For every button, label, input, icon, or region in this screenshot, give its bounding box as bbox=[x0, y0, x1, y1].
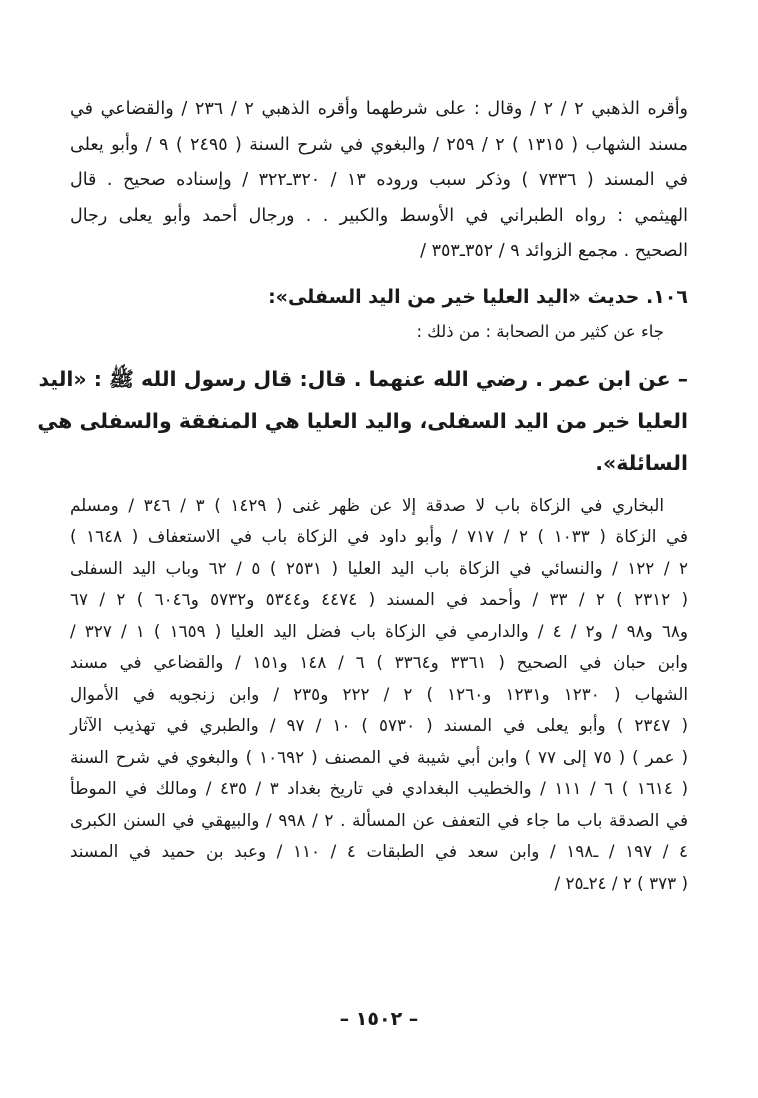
page-number: – ١٥٠٢ – bbox=[339, 1008, 419, 1030]
text-line: وابن حبان في الصحيح ( ٣٣٦١ و٣٣٦٤ ) ٦ / ١٤٨ و١٥١ / والقضاعي في مسند bbox=[70, 652, 688, 672]
text-line: الشهاب ( ١٢٣٠ و١٢٣١ و١٢٦٠ ) ٢ / ٢٢٢ و٢٣٥ / وابن زنجويه في الأموال bbox=[70, 683, 688, 704]
text-line: ( ٢٣١٢ ) ٢ / ٣٣ / وأحمد في المسند ( ٤٤٧٤ و٥٣٤٤ و٥٧٣٢ و٦٠٤٦ ) ٢ / ٦٧ bbox=[70, 589, 689, 609]
text-line: البخاري في الزكاة باب لا صدقة إلا عن ظهر غنى ( ١٤٢٩ ) ٣ / ٣٤٦ / ومسلم bbox=[70, 494, 665, 515]
text-line: وأقره الذهبي ٢ / ٢ / وقال : على شرطهما وأقره الذهبي ٢ / ٢٣٦ / والقضاعي في bbox=[70, 99, 689, 119]
text-line: ( عمر ) ( ٧٥ إلى ٧٧ ) وابن أبي شيبة في المصنف ( ١٠٦٩٢ ) والبغوي في شرح السنة bbox=[70, 746, 689, 767]
text-line: ٢ / ١٢٢ / والنسائي في الزكاة باب اليد العليا ( ٢٥٣١ ) ٥ / ٦٢ وباب اليد السفلى bbox=[70, 557, 689, 578]
text-line: في الصدقة باب ما جاء في التعفف عن المسألة . ٢ / ٩٩٨ / والبيهقي في السنن الكبرى bbox=[70, 809, 688, 830]
section-heading: ١٠٦. حديث «اليد العليا خير من اليد السفلى»: bbox=[268, 285, 688, 308]
text-line: ( ١٦١٤ ) ٦ / ١١١ / والخطيب البغدادي في تاريخ بغداد ٣ / ٤٣٥ / ومالك في الموطأ bbox=[70, 778, 689, 798]
text-line: ( ٢٣٤٧ ) وأبو يعلى في المسند ( ٥٧٣٠ ) ١٠ / ٩٧ / والطبري في تهذيب الآثار bbox=[70, 715, 688, 735]
hadith-line: العليا خير من اليد السفلى، واليد العليا هي المنفقة والسفلى هي bbox=[37, 408, 688, 433]
text-line: مسند الشهاب ( ١٣١٥ ) ٢ / ٢٥٩ / والبغوي في شرح السنة ( ٢٤٩٥ ) ٩ / وأبو يعلى bbox=[70, 134, 689, 155]
hadith-line: السائلة». bbox=[595, 450, 688, 475]
hadith-line: – عن ابن عمر . رضي الله عنهما . قال: قال رسول الله ﷺ : «اليد bbox=[38, 366, 688, 391]
paragraph-top bbox=[70, 92, 688, 270]
text-line: ٤ / ١٩٧ / ـ١٩٨ / وابن سعد في الطبقات ٤ / ١١٠ / وعبد بن حميد في المسند bbox=[70, 841, 688, 861]
text-line: ( ٣٧٣ ) ٢ / ٢٤ـ٢٥ / bbox=[554, 872, 688, 893]
text-line: في المسند ( ٧٣٣٦ ) وذكر سبب وروده ١٣ / ٣٢٠ـ٣٢٢ / وإسناده صحيح . قال bbox=[70, 170, 689, 190]
text-line: في الزكاة ( ١٠٣٣ ) ٢ / ٧١٧ / وأبو داود في الزكاة باب في الاستعفاف ( ١٦٤٨ ) bbox=[70, 526, 688, 546]
takhrij-paragraph bbox=[70, 490, 688, 900]
text-line: الصحيح . مجمع الزوائد ٩ / ٣٥٢ـ٣٥٣ / bbox=[420, 241, 688, 261]
text-line: و٦٨ و٩٨ / و٢ / ٤ / والدارمي في الزكاة باب فضل اليد العليا ( ١٦٥٩ ) ١ / ٣٢٧ / bbox=[70, 620, 688, 641]
text-line: الهيثمي : رواه الطبراني في الأوسط والكبير . . ورجال أحمد وأبو يعلى رجال bbox=[70, 205, 688, 226]
hadith-text bbox=[37, 358, 688, 484]
intro-text: جاء عن كثير من الصحابة : من ذلك : bbox=[416, 321, 664, 341]
document-page bbox=[37, 92, 689, 899]
